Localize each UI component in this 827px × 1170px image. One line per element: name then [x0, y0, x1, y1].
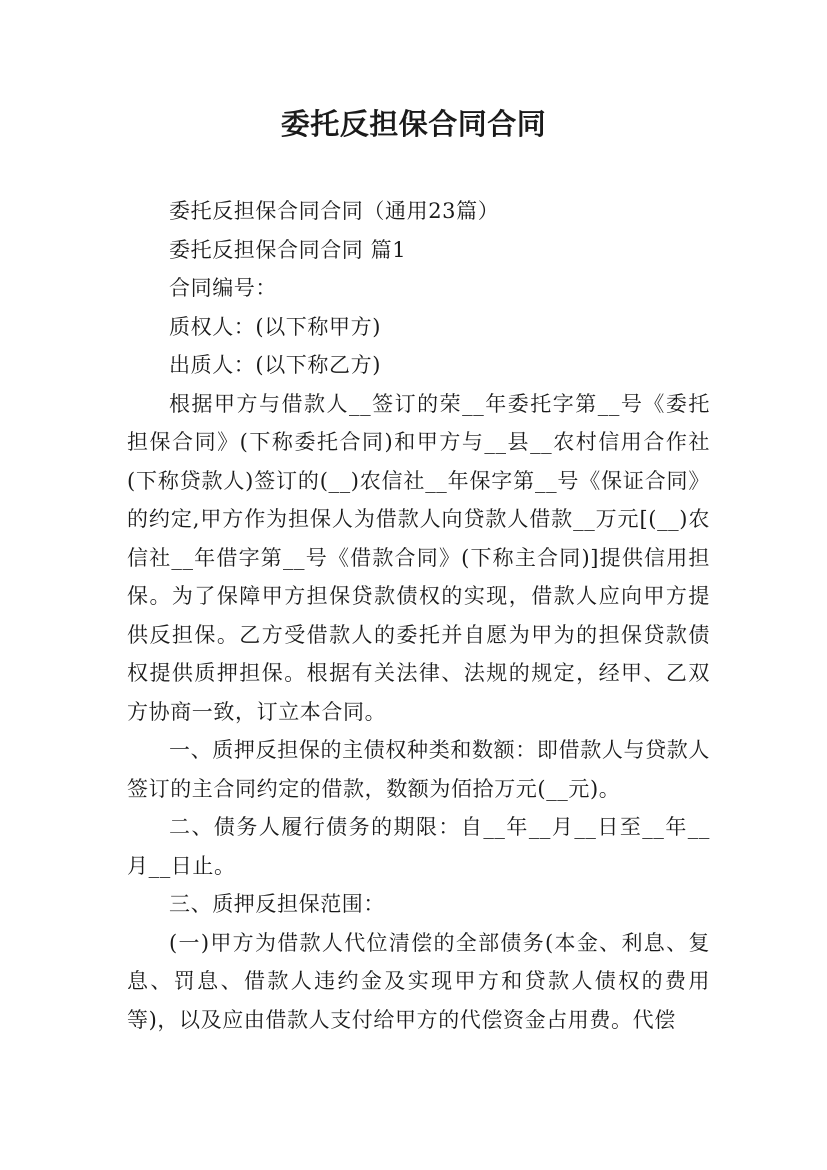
paragraph-contract-number: 合同编号： — [169, 276, 277, 300]
paragraph-pledgor: 出质人：(以下称乙方) — [169, 353, 381, 377]
paragraph-preamble: 根据甲方与借款人__签订的荣__年委托字第__号《委托担保合同》(下称委托合同)和甲方与__县__农村信用合作社(下称贷款人)签订的(__)农信社__年保字第__号《保证合同》的约定,甲方作为担保人为借款人向贷款人借款__万元[(__)农信社__年借字第__号《借款合同》(下称主合同)]提供信用担保。为了保障甲方担保贷款债权的实现，借款人应向甲方提供反担保。乙方受借款人的委托并自愿为甲为的担保贷款债权提供质押担保。根据有关法律、法规的规定，经甲、乙双方协商一致，订立本合同。 — [127, 391, 710, 724]
paragraph-clause-3-1: (一)甲方为借款人代位清偿的全部债务(本金、利息、复息、罚息、借款人违约金及实现甲方和贷款人债权的费用等)，以及应由借款人支付给甲方的代偿资金占用费。代偿 — [127, 930, 710, 1032]
document-title: 委托反担保合同合同 — [280, 107, 547, 141]
paragraph-clause-2: 二、债务人履行债务的期限：自__年__月__日至__年__月__日止。 — [127, 815, 710, 878]
paragraph-section-heading: 委托反担保合同合同 篇1 — [169, 237, 407, 262]
paragraph-clause-1: 一、质押反担保的主债权种类和数额：即借款人与贷款人签订的主合同约定的借款，数额为佰拾万元(__元)。 — [127, 738, 710, 801]
paragraph-subtitle: 委托反担保合同合同（通用23篇） — [169, 199, 500, 223]
paragraph-pledgee: 质权人：(以下称甲方) — [169, 314, 381, 339]
document-body — [127, 192, 710, 1039]
paragraph-clause-3: 三、质押反担保范围： — [169, 892, 385, 916]
